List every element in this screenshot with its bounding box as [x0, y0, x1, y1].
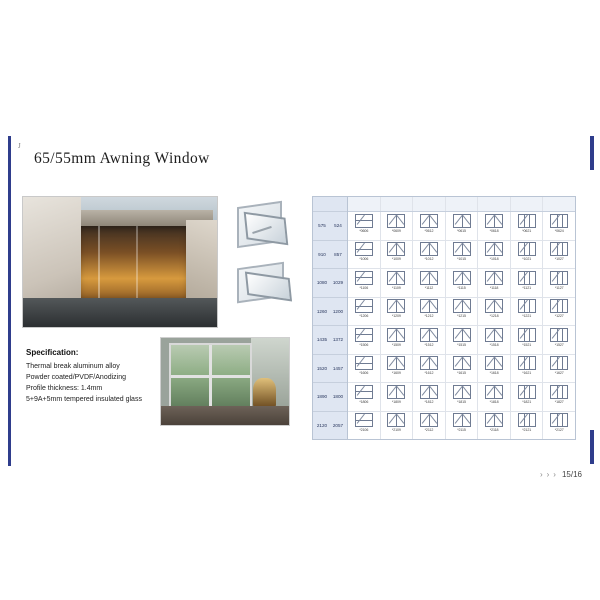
- code-cell[interactable]: [446, 212, 479, 240]
- window-glyph-icon: [387, 413, 405, 427]
- table-row: [348, 212, 575, 241]
- window-glyph-icon: [550, 413, 568, 427]
- window-glyph-icon: [453, 242, 471, 256]
- code-cell[interactable]: [348, 412, 381, 440]
- window-glyph-icon: [355, 385, 373, 399]
- specification-line: Profile thickness: 1.4mm: [26, 385, 103, 392]
- dimension-cell: [313, 412, 347, 440]
- window-glyph-icon: [485, 242, 503, 256]
- code-label: *1218: [489, 314, 499, 318]
- code-cell[interactable]: [381, 212, 414, 240]
- code-label: *1527: [554, 342, 564, 347]
- window-glyph-icon: [420, 356, 438, 370]
- code-label: *1827: [554, 399, 564, 404]
- code-label: *1221: [522, 314, 532, 318]
- code-cell[interactable]: [348, 383, 381, 411]
- code-cell[interactable]: [446, 412, 479, 440]
- code-label: *1609: [391, 371, 401, 375]
- window-glyph-icon: [453, 214, 471, 228]
- table-row: [348, 326, 575, 355]
- dimension-value: 575: [318, 223, 326, 229]
- code-cell[interactable]: [511, 298, 544, 326]
- window-glyph-icon: [550, 271, 568, 285]
- page-footer: [540, 470, 582, 479]
- code-label: *1209: [391, 314, 401, 318]
- code-label: *1027: [554, 257, 564, 261]
- page-title: 65/55mm Awning Window: [34, 150, 210, 167]
- code-cell[interactable]: [478, 383, 511, 411]
- code-label: *1621: [522, 371, 532, 375]
- code-label: *1227: [554, 314, 564, 318]
- window-glyph-icon: [453, 328, 471, 342]
- code-grid: [348, 197, 575, 439]
- dimension-header: [313, 197, 347, 212]
- code-label: *1018: [489, 257, 499, 261]
- awning-window-render-open: [232, 200, 290, 250]
- dimension-cell: [313, 212, 347, 241]
- code-label: *1215: [457, 314, 466, 318]
- dimension-cell: [313, 269, 347, 298]
- table-row: [348, 269, 575, 298]
- code-cell[interactable]: [381, 241, 414, 269]
- code-label: *1615: [457, 371, 466, 375]
- window-glyph-icon: [420, 413, 438, 427]
- code-grid-header: [348, 197, 575, 212]
- code-cell[interactable]: [446, 355, 479, 383]
- dimension-value: 1260: [316, 308, 328, 314]
- code-cell[interactable]: [413, 383, 446, 411]
- code-label: *0606: [359, 228, 369, 233]
- code-label: *1112: [424, 285, 434, 290]
- code-label: *1118: [489, 285, 499, 290]
- code-cell[interactable]: [348, 326, 381, 354]
- code-cell[interactable]: [348, 212, 381, 240]
- code-cell[interactable]: [543, 412, 575, 440]
- code-cell[interactable]: [511, 269, 544, 297]
- code-cell[interactable]: [543, 212, 575, 240]
- right-accent-rule-bottom: [590, 430, 594, 464]
- window-glyph-icon: [550, 242, 568, 256]
- window-glyph-icon: [518, 385, 536, 399]
- window-glyph-icon: [518, 356, 536, 370]
- code-cell[interactable]: [413, 355, 446, 383]
- code-cell[interactable]: [543, 269, 575, 297]
- code-cell[interactable]: [543, 355, 575, 383]
- window-glyph-icon: [518, 299, 536, 313]
- code-cell[interactable]: [413, 269, 446, 297]
- window-glyph-icon: [550, 214, 568, 228]
- code-label: *1509: [391, 342, 401, 347]
- chevron-right-icon: ›: [539, 470, 543, 479]
- code-cell[interactable]: [511, 412, 544, 440]
- code-cell[interactable]: [413, 326, 446, 354]
- code-cell[interactable]: [543, 298, 575, 326]
- code-label: *1506: [359, 342, 369, 347]
- dimension-value: 1029: [332, 280, 344, 286]
- awning-window-render-closed: [232, 262, 294, 304]
- window-glyph-icon: [355, 328, 373, 342]
- left-accent-rule: [8, 136, 11, 466]
- main-product-photo: [22, 196, 218, 328]
- code-label: *1521: [522, 342, 532, 347]
- code-label: *1809: [391, 399, 401, 404]
- window-glyph-icon: [518, 271, 536, 285]
- window-glyph-icon: [355, 299, 373, 313]
- code-label: *1015: [457, 257, 466, 261]
- size-code-table: [312, 196, 576, 440]
- window-glyph-icon: [453, 271, 471, 285]
- code-label: *1627: [554, 371, 564, 375]
- code-label: *2118: [489, 428, 499, 432]
- specification-line: Powder coated/PVDF/Anodizing: [26, 374, 126, 381]
- window-glyph-icon: [518, 242, 536, 256]
- window-glyph-icon: [485, 356, 503, 370]
- code-cell[interactable]: [446, 383, 479, 411]
- code-cell[interactable]: [543, 241, 575, 269]
- window-glyph-icon: [518, 214, 536, 228]
- code-label: *1612: [424, 371, 434, 375]
- photo-right-wall: [186, 220, 217, 303]
- column-header: [446, 197, 479, 211]
- window-glyph-icon: [387, 214, 405, 228]
- code-label: *1127: [554, 285, 564, 290]
- chevron-right-icon: ›: [546, 470, 550, 479]
- code-cell[interactable]: [511, 212, 544, 240]
- column-header: [511, 197, 544, 211]
- code-cell[interactable]: [478, 269, 511, 297]
- code-label: *1821: [522, 399, 532, 404]
- window-glyph-icon: [420, 299, 438, 313]
- window-glyph-icon: [485, 299, 503, 313]
- dimension-value: 1200: [332, 308, 344, 314]
- table-row: [348, 355, 575, 384]
- column-header: [413, 197, 446, 211]
- window-glyph-icon: [387, 356, 405, 370]
- code-label: *1512: [424, 342, 434, 347]
- dimension-cell: [313, 355, 347, 384]
- code-label: *1206: [359, 314, 369, 318]
- window-glyph-icon: [420, 214, 438, 228]
- code-cell[interactable]: [413, 212, 446, 240]
- window-glyph-icon: [453, 356, 471, 370]
- window-glyph-icon: [355, 356, 373, 370]
- window-glyph-icon: [420, 385, 438, 399]
- column-header: [381, 197, 414, 211]
- code-cell[interactable]: [511, 326, 544, 354]
- code-label: *1518: [489, 342, 499, 347]
- dimension-value: 1890: [316, 394, 328, 400]
- specification-line: Thermal break aluminum alloy: [26, 363, 120, 370]
- window-glyph-icon: [485, 328, 503, 342]
- dimension-column: [313, 197, 348, 439]
- window-glyph-icon: [355, 413, 373, 427]
- code-cell[interactable]: [543, 326, 575, 354]
- table-row: [348, 298, 575, 327]
- code-cell[interactable]: [381, 269, 414, 297]
- dimension-value: 2120: [316, 422, 328, 428]
- dimension-value: 1372: [332, 337, 344, 343]
- code-label: *1806: [359, 399, 369, 404]
- code-cell[interactable]: [348, 269, 381, 297]
- specification-line: 5+9A+5mm tempered insulated glass: [26, 396, 142, 403]
- code-label: *1009: [391, 257, 401, 261]
- dimension-cell: [313, 383, 347, 412]
- code-cell[interactable]: [511, 241, 544, 269]
- code-label: *1121: [522, 285, 531, 290]
- window-glyph-icon: [420, 242, 438, 256]
- code-cell[interactable]: [348, 241, 381, 269]
- code-cell[interactable]: [511, 355, 544, 383]
- window-glyph-icon: [485, 271, 503, 285]
- window-glyph-icon: [355, 271, 373, 285]
- code-cell[interactable]: [413, 241, 446, 269]
- specification-block: [26, 348, 176, 405]
- window-glyph-icon: [485, 385, 503, 399]
- dimension-value: 1080: [316, 280, 328, 286]
- code-label: *2106: [359, 428, 369, 432]
- code-label: *2112: [424, 428, 434, 432]
- window-glyph-icon: [485, 413, 503, 427]
- window-glyph-icon: [387, 299, 405, 313]
- kitchen-photo: [160, 337, 290, 426]
- dimension-value: 1800: [332, 394, 344, 400]
- photo-glass-facade: [77, 226, 190, 301]
- code-cell[interactable]: [478, 298, 511, 326]
- window-glyph-icon: [387, 242, 405, 256]
- code-cell[interactable]: [446, 298, 479, 326]
- dimension-cell: [313, 326, 347, 355]
- window-glyph-icon: [550, 328, 568, 342]
- code-cell[interactable]: [478, 212, 511, 240]
- code-cell[interactable]: [478, 326, 511, 354]
- dimension-value: 2057: [332, 422, 344, 428]
- code-cell[interactable]: [478, 355, 511, 383]
- code-cell[interactable]: [381, 298, 414, 326]
- dimension-value: 910: [318, 251, 326, 257]
- dimension-cell: [313, 298, 347, 327]
- window-glyph-icon: [518, 328, 536, 342]
- photo-ground: [23, 298, 217, 327]
- code-label: *2115: [457, 428, 466, 432]
- code-cell[interactable]: [348, 298, 381, 326]
- specification-heading: Specification:: [26, 348, 79, 357]
- column-header: [348, 197, 381, 211]
- code-label: *1515: [457, 342, 466, 347]
- window-glyph-icon: [518, 413, 536, 427]
- code-label: *1021: [522, 257, 532, 261]
- code-label: *0612: [424, 228, 434, 233]
- corner-mark: J: [18, 142, 21, 150]
- table-row: [348, 412, 575, 440]
- dimension-value: 524: [334, 223, 342, 229]
- code-label: *1006: [359, 257, 369, 261]
- window-glyph-icon: [387, 271, 405, 285]
- window-glyph-icon: [355, 214, 373, 228]
- code-label: *1012: [424, 257, 434, 261]
- window-glyph-icon: [387, 328, 405, 342]
- window-glyph-icon: [453, 299, 471, 313]
- code-label: *1106: [359, 285, 369, 290]
- dimension-value: 1520: [316, 365, 328, 371]
- dimension-value: 1435: [316, 337, 328, 343]
- code-cell[interactable]: [478, 412, 511, 440]
- code-cell[interactable]: [446, 241, 479, 269]
- code-cell[interactable]: [413, 298, 446, 326]
- window-glyph-icon: [550, 299, 568, 313]
- window-glyph-icon: [420, 328, 438, 342]
- code-cell[interactable]: [446, 326, 479, 354]
- code-label: *1606: [359, 371, 369, 375]
- code-cell[interactable]: [543, 383, 575, 411]
- dimension-value: 1457: [332, 365, 344, 371]
- table-row: [348, 383, 575, 412]
- code-label: *0609: [391, 228, 401, 233]
- code-cell[interactable]: [381, 383, 414, 411]
- window-glyph-icon: [453, 385, 471, 399]
- code-cell[interactable]: [381, 326, 414, 354]
- code-cell[interactable]: [381, 355, 414, 383]
- code-label: *1818: [489, 399, 499, 404]
- code-label: *2109: [391, 428, 401, 432]
- code-label: *0624: [554, 228, 564, 233]
- code-label: *1812: [424, 399, 434, 404]
- column-header: [478, 197, 511, 211]
- right-accent-rule-top: [590, 136, 594, 170]
- window-glyph-icon: [355, 242, 373, 256]
- window-glyph-icon: [453, 413, 471, 427]
- code-label: *2121: [522, 428, 532, 432]
- code-label: *0618: [489, 228, 499, 233]
- window-glyph-icon: [485, 214, 503, 228]
- column-header: [543, 197, 575, 211]
- code-cell[interactable]: [413, 412, 446, 440]
- code-cell[interactable]: [381, 412, 414, 440]
- kitchen-counter: [161, 406, 289, 425]
- code-label: *1109: [392, 285, 401, 290]
- code-cell[interactable]: [511, 383, 544, 411]
- dimension-cell: [313, 241, 347, 270]
- code-label: *1212: [424, 314, 434, 318]
- page-number: 15/16: [561, 470, 582, 479]
- kitchen-lamp: [253, 378, 276, 408]
- chevron-right-icon: ›: [553, 470, 556, 479]
- code-cell[interactable]: [478, 241, 511, 269]
- code-label: *1618: [489, 371, 499, 375]
- window-glyph-icon: [387, 385, 405, 399]
- code-label: *0615: [457, 228, 466, 233]
- code-cell[interactable]: [446, 269, 479, 297]
- code-label: *2127: [554, 428, 564, 432]
- window-glyph-icon: [550, 356, 568, 370]
- code-cell[interactable]: [348, 355, 381, 383]
- window-glyph-icon: [550, 385, 568, 399]
- code-label: *0621: [522, 228, 532, 233]
- window-glyph-icon: [420, 271, 438, 285]
- table-row: [348, 241, 575, 270]
- code-label: *1815: [457, 399, 466, 404]
- dimension-value: 857: [334, 251, 342, 257]
- code-label: *1115: [457, 285, 466, 290]
- kitchen-window: [169, 343, 252, 411]
